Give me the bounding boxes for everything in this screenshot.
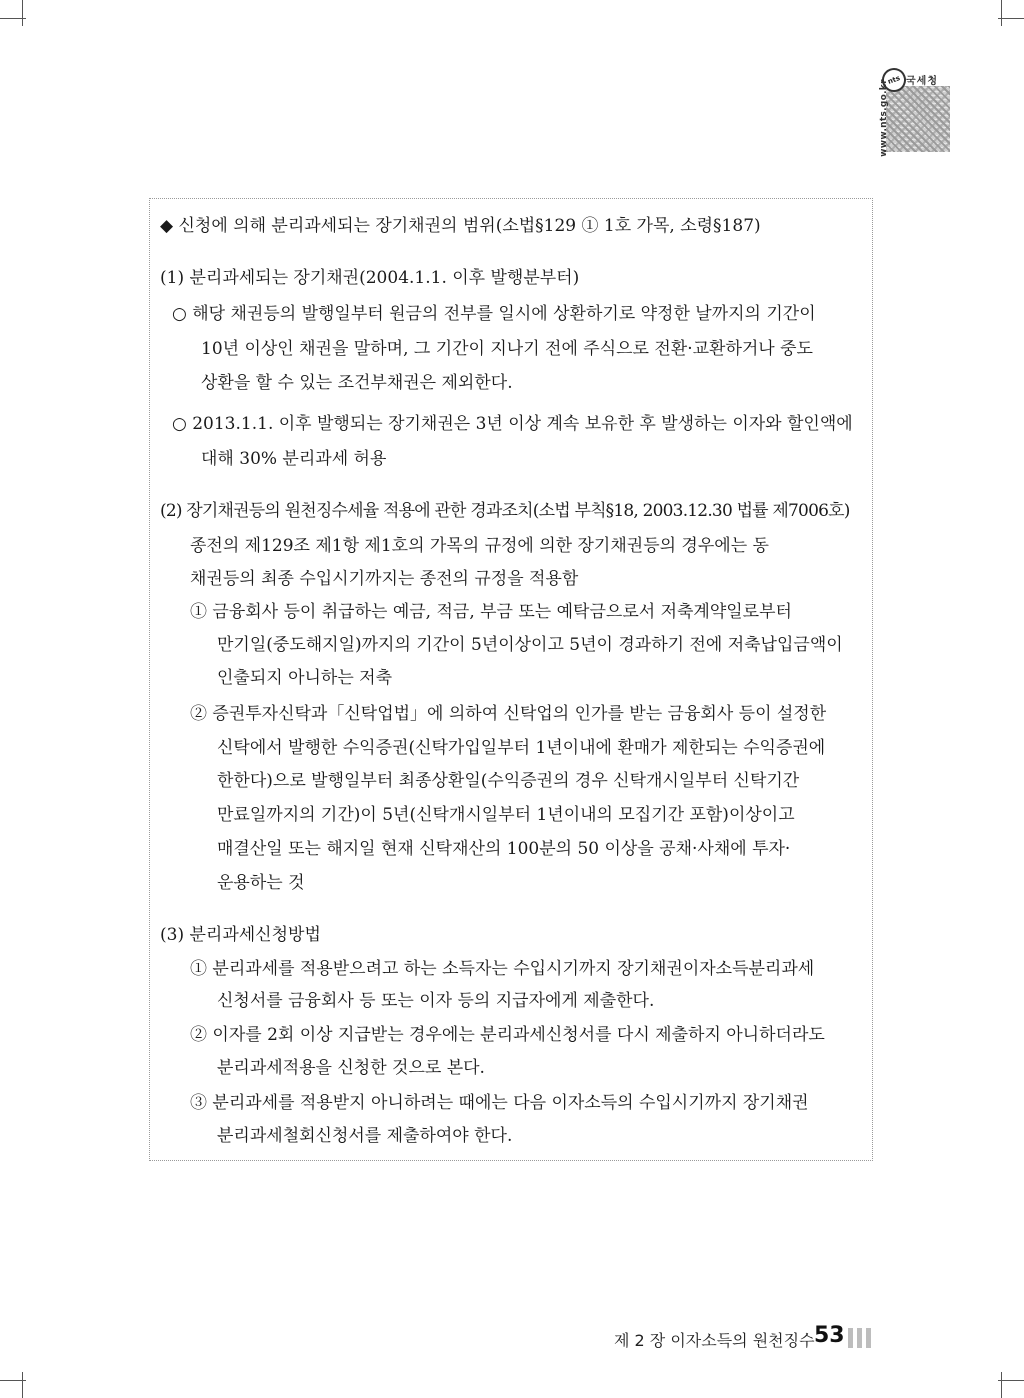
list-item-line: 신탁에서 발행한 수익증권(신탁가입일부터 1년이내에 환매가 제한되는 수익증권에 (217, 738, 826, 758)
nts-logo (872, 72, 952, 157)
list-item-line: 분리과세철회신청서를 제출하여야 한다. (217, 1126, 513, 1146)
footer-bar (848, 1328, 853, 1348)
chapter-label: 제 2 장 이자소득의 원천징수 (614, 1331, 815, 1350)
page-number: 53 (814, 1323, 845, 1348)
section-3-title: (3) 분리과세신청방법 (160, 925, 321, 945)
paragraph-line: 채권등의 최종 수입시기까지는 종전의 규정을 적용함 (190, 569, 579, 589)
site-url: www.nts.go.kr (879, 79, 889, 157)
crop-mark (0, 18, 26, 19)
list-item-line: ① 금융회사 등이 취급하는 예금, 적금, 부금 또는 예탁금으로서 저축계약일로부터 (190, 602, 792, 622)
crop-mark (22, 0, 23, 26)
paragraph-line: 종전의 제129조 제1항 제1호의 가목의 규정에 의한 장기채권등의 경우에는 동 (190, 536, 769, 556)
list-item-line: 운용하는 것 (217, 873, 305, 893)
footer-bar (857, 1328, 862, 1348)
list-item-line: 분리과세적용을 신청한 것으로 본다. (217, 1058, 485, 1078)
crop-mark (998, 18, 1024, 19)
bullet-line: 대해 30% 분리과세 허용 (201, 449, 387, 469)
bullet-line: 상환을 할 수 있는 조건부채권은 제외한다. (201, 373, 513, 393)
org-name: 국세청 (906, 76, 938, 87)
list-item-line: 한한다)으로 발행일부터 최종상환일(수익증권의 경우 신탁개시일부터 신탁기간 (217, 771, 800, 791)
list-item-line: 만기일(중도해지일)까지의 기간이 5년이상이고 5년이 경과하기 전에 저축납입금액이 (217, 635, 843, 655)
list-item-line: ② 이자를 2회 이상 지급받는 경우에는 분리과세신청서를 다시 제출하지 아니하더라도 (190, 1025, 825, 1045)
section-1-title: (1) 분리과세되는 장기채권(2004.1.1. 이후 발행분부터) (160, 268, 580, 288)
bullet-line: ○ 2013.1.1. 이후 발행되는 장기채권은 3년 이상 계속 보유한 후 발생하는 이자와 할인액에 (172, 414, 853, 434)
heading: ◆ 신청에 의해 분리과세되는 장기채권의 범위(소법§129 ① 1호 가목, 소령§187) (160, 216, 761, 236)
crop-mark (1001, 1372, 1002, 1398)
list-item-line: 신청서를 금융회사 등 또는 이자 등의 지급자에게 제출한다. (217, 991, 655, 1011)
nts-badge: nts (879, 65, 910, 96)
list-item-line: 매결산일 또는 해지일 현재 신탁재산의 100분의 50 이상을 공채·사채에 투자· (217, 839, 791, 859)
list-item-line: ① 분리과세를 적용받으려고 하는 소득자는 수입시기까지 장기채권이자소득분리과세 (190, 959, 815, 979)
crop-mark (1001, 0, 1002, 26)
crop-mark (998, 1380, 1024, 1381)
bullet-line: 10년 이상인 채권을 말하며, 그 기간이 지나기 전에 주식으로 전환·교환하거나 중도 (201, 339, 813, 359)
list-item-line: 인출되지 아니하는 저축 (217, 668, 393, 688)
crop-mark (22, 1372, 23, 1398)
bullet-line: ○ 해당 채권등의 발행일부터 원금의 전부를 일시에 상환하기로 약정한 날까지의 기간이 (172, 304, 816, 324)
list-item-line: ② 증권투자신탁과「신탁업법」에 의하여 신탁업의 인가를 받는 금융회사 등이 설정한 (190, 704, 827, 724)
page-footer (600, 1322, 890, 1352)
footer-bar (866, 1328, 871, 1348)
list-item-line: ③ 분리과세를 적용받지 아니하려는 때에는 다음 이자소득의 수입시기까지 장기채권 (190, 1093, 809, 1113)
section-2-title: (2) 장기채권등의 원천징수세율 적용에 관한 경과조치(소법 부칙§18, 2003.12.30 법률 제7006호) (160, 501, 850, 521)
qr-code (886, 86, 950, 152)
crop-mark (0, 1380, 26, 1381)
list-item-line: 만료일까지의 기간)이 5년(신탁개시일부터 1년이내의 모집기간 포함)이상이고 (217, 805, 795, 825)
